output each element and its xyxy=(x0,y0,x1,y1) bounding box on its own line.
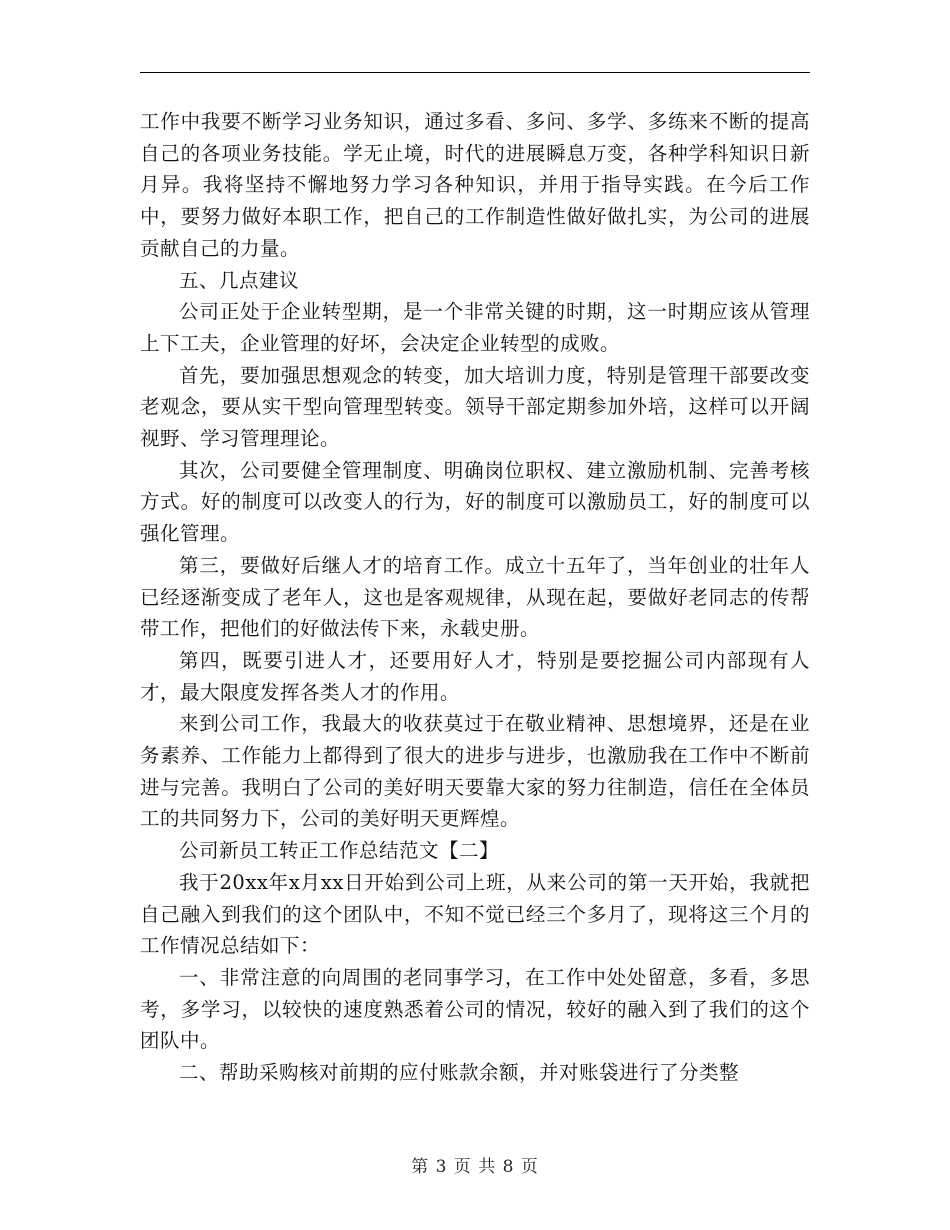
paragraph: 一、非常注意的向周围的老同事学习，在工作中处处留意，多看，多思考，多学习，以较快的速度熟悉着公司的情况，较好的融入到了我们的这个团队中。 xyxy=(140,965,810,1053)
document-body xyxy=(140,106,810,1089)
paragraph: 来到公司工作，我最大的收获莫过于在敬业精神、思想境界，还是在业务素养、工作能力上都得到了很大的进步与进步，也激励我在工作中不断前进与完善。我明白了公司的美好明天要靠大家的努力往制造，信任在全体员工的共同努力下，公司的美好明天更辉煌。 xyxy=(140,712,810,831)
header-rule xyxy=(140,72,810,73)
paragraph: 公司正处于企业转型期，是一个非常关键的时期，这一时期应该从管理上下工夫，企业管理的好坏，会决定企业转型的成败。 xyxy=(140,300,810,355)
paragraph: 第四，既要引进人才，还要用好人才，特别是要挖掘公司内部现有人才，最大限度发挥各类人才的作用。 xyxy=(140,648,810,704)
section-heading: 五、几点建议 xyxy=(179,268,300,292)
document-title: 公司新员工转正工作总结范文【二】 xyxy=(179,839,500,863)
page-number: 第 3 页 共 8 页 xyxy=(411,1157,539,1177)
paragraph: 第三，要做好后继人才的培育工作。成立十五年了，当年创业的壮年人已经逐渐变成了老年人，这也是客观规律，从现在起，要做好老同志的传帮带工作，把他们的好做法传下来，永载史册。 xyxy=(140,553,810,641)
paragraph: 二、帮助采购核对前期的应付账款余额，并对账袋进行了分类整 xyxy=(179,1061,740,1085)
paragraph: 工作中我要不断学习业务知识，通过多看、多问、多学、多练来不断的提高自己的各项业务技能。学无止境，时代的进展瞬息万变，各种学科知识日新月异。我将坚持不懈地努力学习各种知识，并用于指导实践。在今后工作中，要努力做好本职工作，把自己的工作制造性做好做扎实，为公司的进展贡献自己的力量。 xyxy=(140,110,810,260)
paragraph: 首先，要加强思想观念的转变，加大培训力度，特别是管理干部要改变老观念，要从实干型向管理型转变。领导干部定期参加外培，这样可以开阔视野、学习管理理论。 xyxy=(140,363,810,451)
paragraph: 其次，公司要健全管理制度、明确岗位职权、建立激励机制、完善考核方式。好的制度可以改变人的行为，好的制度可以激励员工，好的制度可以强化管理。 xyxy=(140,458,810,546)
paragraph: 我于20xx年x月xx日开始到公司上班，从来公司的第一天开始，我就把自己融入到我们的这个团队中，不知不觉已经三个多月了，现将这三个月的工作情况总结如下： xyxy=(140,870,810,958)
